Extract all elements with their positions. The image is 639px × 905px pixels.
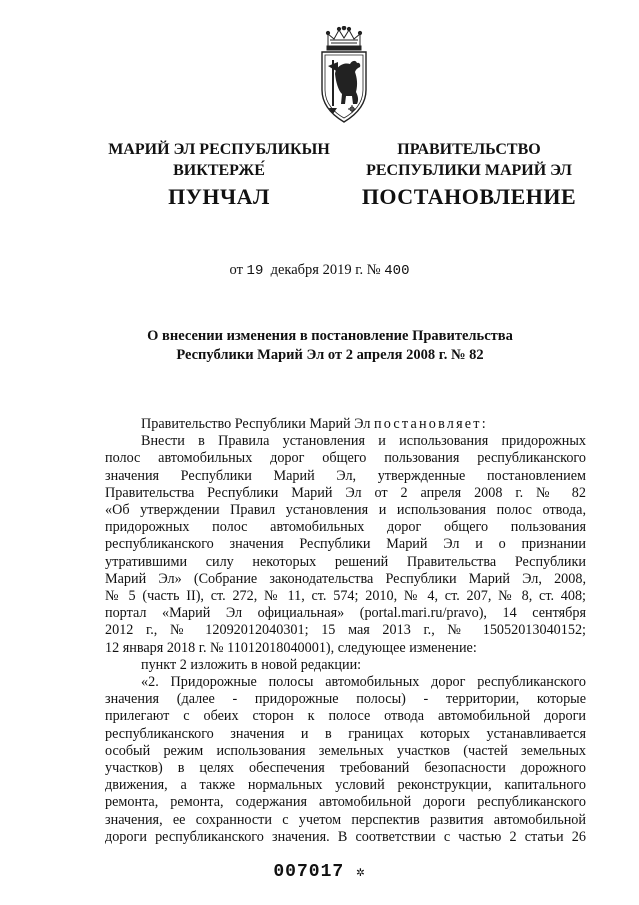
date-day: 19 <box>246 263 264 279</box>
star-mark-icon: ✲ <box>356 865 366 881</box>
document-body <box>105 416 586 846</box>
header-left-doc-type: ПУНЧАЛ <box>168 184 270 209</box>
body-line: Правительства Республики Марий Эл от 2 апреля 2008 г. № 82 <box>105 484 586 501</box>
coat-of-arms-emblem <box>318 26 370 124</box>
title-line: Республики Марий Эл от 2 апреля 2008 г. № 82 <box>176 347 484 363</box>
body-line: 12 января 2018 г. № 11012018040001), следующее изменение: <box>105 639 477 656</box>
body-line: значения (далее - придорожные полосы) - территории, которые <box>105 691 586 708</box>
body-line: полос автомобильных дорог общего пользования республиканского <box>105 450 586 467</box>
preamble-verb: постановляет: <box>373 416 488 432</box>
body-line: 2012 г., № 12092012040301; 15 мая 2013 г., № 15052013040152; <box>105 622 586 639</box>
header-left-line2: ВИКТЕРЖЕ́ <box>173 162 265 179</box>
body-line: республиканского значения и в границах которых устанавливается <box>105 725 586 742</box>
serial-number: 007017 <box>273 862 345 882</box>
date-month-year: декабря 2019 г. № <box>270 262 381 278</box>
body-line: движения, а также нормальных условий реконструкции, капитального <box>105 777 586 794</box>
body-line: портал «Марий Эл официальная» (portal.mari.ru/pravo), 14 сентября <box>105 605 586 622</box>
title-line: О внесении изменения в постановление Правительства <box>147 328 513 344</box>
document-title <box>60 327 600 365</box>
preamble-text: Правительство Республики Марий Эл <box>141 416 371 432</box>
body-line: «Об утверждении Правил установления и использования полос отвода, <box>105 502 586 519</box>
amendment-intro: пункт 2 изложить в новой редакции: <box>141 656 362 673</box>
header-left-line1: МАРИЙ ЭЛ РЕСПУБЛИКЫН <box>108 141 330 158</box>
header-right-line2: РЕСПУБЛИКИ МАРИЙ ЭЛ <box>366 162 572 179</box>
body-line: особый режим использования земельных участков (частей земельных <box>105 742 586 759</box>
body-line: Внести в Правила установления и использования придорожных <box>141 433 586 450</box>
header-right-line1: ПРАВИТЕЛЬСТВО <box>397 141 541 158</box>
body-line: утратившими силу некоторых решений Правительства Республики <box>105 553 586 570</box>
body-line: придорожных полос автомобильных дорог общего пользования <box>105 519 586 536</box>
body-line: значения Республики Марий Эл, утвержденные постановлением <box>105 467 586 484</box>
document-number: 400 <box>384 263 410 279</box>
form-serial-number <box>0 862 639 882</box>
body-line: значения, ее сохранности с учетом перспектив развития автомобильной <box>105 811 586 828</box>
body-line: дороги республиканского значения. В соответствии с частью 2 статьи 26 <box>105 828 586 845</box>
document-date-line <box>0 262 639 279</box>
body-line: № 5 (часть II), ст. 272, № 11, ст. 574; 2010, № 4, ст. 207, № 8, ст. 408; <box>105 588 586 605</box>
header-right-doc-type: ПОСТАНОВЛЕНИЕ <box>361 184 577 209</box>
body-line: республиканского значения Республики Марий Эл и о признании <box>105 536 586 553</box>
date-prefix: от <box>229 262 243 278</box>
body-line: участков) в целях обеспечения требований безопасности дорожного <box>105 760 586 777</box>
body-line: «2. Придорожные полосы автомобильных дорог республиканского <box>141 674 586 691</box>
body-line: прилегают с обеих сторон к полосе отвода автомобильной дороги <box>105 708 586 725</box>
preamble <box>105 416 586 433</box>
body-line: Марий Эл» (Собрание законодательства Республики Марий Эл, 2008, <box>105 570 586 587</box>
body-line: ремонта, ремонта, содержания автомобильной дороги республиканского <box>105 794 586 811</box>
